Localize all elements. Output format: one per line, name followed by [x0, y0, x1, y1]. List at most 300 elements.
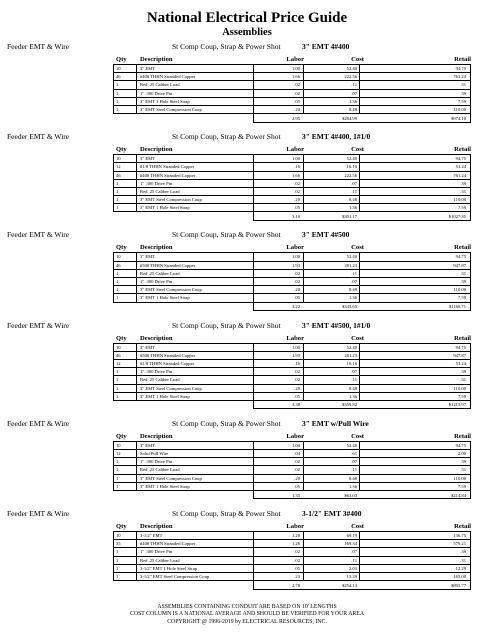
cell-divider	[113, 180, 114, 187]
cell-divider	[359, 204, 360, 211]
cell-divider	[303, 344, 304, 351]
cell-divider	[253, 540, 254, 547]
cell-retail: 761.24	[453, 172, 466, 178]
cell-divider	[359, 573, 360, 580]
cell-description: 3" EMT	[140, 254, 156, 260]
table-row	[113, 65, 471, 73]
cell-divider	[113, 163, 114, 170]
cell-divider	[470, 163, 471, 170]
cell-description: 3" EMT	[140, 442, 156, 448]
table-row	[113, 294, 471, 302]
totals-box	[253, 212, 471, 220]
cell-divider	[136, 180, 137, 187]
cell-divider	[136, 196, 137, 203]
section-name: 3" EMT 4#500, 1#1/0	[302, 320, 371, 330]
cell-cost: 8.48	[348, 287, 357, 293]
totals-row	[113, 581, 471, 589]
column-header-qty: Qty	[116, 334, 127, 342]
cell-divider	[136, 573, 137, 580]
cell-divider	[359, 458, 360, 465]
cell-qty: 1	[116, 295, 119, 301]
column-headers	[0, 53, 494, 64]
cell-labor: .16	[294, 164, 300, 170]
page-title: National Electrical Price Guide	[146, 10, 348, 26]
cell-divider	[136, 155, 137, 162]
table-row	[113, 565, 471, 573]
totals-box	[253, 581, 471, 589]
cell-divider	[470, 278, 471, 285]
cell-divider	[113, 360, 114, 367]
cell-divider	[113, 393, 114, 400]
cell-qty: 1	[116, 270, 119, 276]
cell-divider	[113, 188, 114, 195]
cell-divider	[113, 475, 114, 482]
cell-divider	[470, 106, 471, 113]
cell-divider	[470, 344, 471, 351]
cell-divider	[113, 352, 114, 359]
cell-divider	[359, 90, 360, 97]
cell-divider	[303, 188, 304, 195]
cell-divider	[359, 73, 360, 80]
totals-row	[113, 114, 471, 122]
cell-divider	[253, 270, 254, 277]
cell-retail: 110.00	[453, 197, 466, 203]
cell-labor: .04	[294, 451, 300, 457]
cell-divider	[303, 163, 304, 170]
section-category: Feeder EMT & Wire	[7, 418, 70, 428]
table-row	[113, 286, 471, 294]
total-retail: $1160.71	[448, 304, 466, 310]
cell-divider	[470, 442, 471, 449]
cell-divider	[359, 532, 360, 539]
cell-divider	[136, 262, 137, 269]
cell-divider	[303, 286, 304, 293]
cell-divider	[470, 532, 471, 539]
cell-divider	[113, 385, 114, 392]
assembly-section	[0, 40, 494, 122]
table-row	[113, 458, 471, 466]
cell-divider	[470, 376, 471, 383]
column-header-retail: Retail	[454, 432, 471, 440]
total-cost: $359.82	[342, 402, 357, 408]
footer-notes	[0, 604, 494, 626]
cell-retail: .31	[460, 377, 466, 383]
cell-divider	[303, 376, 304, 383]
cell-qty: 1	[116, 279, 119, 284]
cell-divider	[113, 344, 114, 351]
table-row	[113, 360, 471, 368]
cell-description: #1/0 THHN Stranded Copper	[140, 360, 195, 366]
cell-description: 3" EMT Steel Compression Coup	[140, 106, 202, 112]
cell-divider	[136, 475, 137, 482]
section-category: Feeder EMT & Wire	[7, 132, 70, 142]
cell-qty: 1	[116, 377, 119, 383]
cell-divider	[136, 557, 137, 564]
cell-description: 3" EMT	[140, 344, 156, 350]
cell-description: 1" .300 Drive Pin	[140, 90, 173, 96]
assembly-section	[0, 228, 494, 310]
cell-divider	[359, 180, 360, 187]
cell-divider	[113, 204, 114, 211]
section-header	[0, 319, 494, 332]
items-table	[113, 441, 471, 499]
cell-cost: 222.56	[344, 74, 357, 80]
cell-labor: 1.20	[291, 533, 300, 538]
items-table	[113, 64, 471, 122]
cell-divider	[253, 573, 254, 580]
cell-description: 3" EMT Steel Compression Coup	[140, 197, 202, 203]
cell-divider	[253, 294, 254, 301]
cell-divider	[253, 532, 254, 539]
table-row	[113, 385, 471, 393]
cell-divider	[470, 180, 471, 187]
cell-divider	[113, 294, 114, 301]
cell-description: Solid Pull Wire	[140, 451, 169, 457]
column-headers	[0, 241, 494, 252]
total-retail: $214.84	[451, 492, 466, 498]
cell-description: Red .25 Caliber Load	[140, 377, 180, 383]
cell-divider	[303, 360, 304, 367]
cell-divider	[303, 565, 304, 572]
cell-divider	[136, 81, 137, 88]
cell-divider	[303, 204, 304, 211]
cell-divider	[359, 548, 360, 555]
cell-cost: 52.40	[346, 442, 357, 448]
cell-divider	[253, 483, 254, 490]
cell-qty: 1	[116, 573, 119, 579]
cell-retail: 12.29	[455, 565, 466, 571]
cell-divider	[470, 286, 471, 293]
cell-description: Red .25 Caliber Load	[140, 557, 180, 563]
section-name: 3" EMT 4#400, 1#1/0	[302, 132, 371, 142]
cell-divider	[470, 475, 471, 482]
cell-divider	[253, 65, 254, 72]
cell-labor: 1.00	[291, 344, 300, 350]
cell-divider	[113, 90, 114, 97]
cell-divider	[303, 270, 304, 277]
cell-retail: 110.00	[453, 287, 466, 293]
cell-divider	[303, 172, 304, 179]
cell-description: 1" .300 Drive Pin	[140, 369, 173, 375]
cell-labor: 1.66	[291, 172, 300, 178]
cell-description: 3" EMT Steel Compression Coup	[140, 385, 202, 391]
cell-divider	[136, 368, 137, 375]
column-header-qty: Qty	[116, 244, 127, 252]
cell-divider	[359, 385, 360, 392]
section-category: Feeder EMT & Wire	[7, 42, 70, 51]
cell-divider	[470, 385, 471, 392]
cell-divider	[253, 155, 254, 162]
cell-divider	[113, 98, 114, 105]
section-name: 3" EMT 4#400	[302, 42, 350, 51]
table-row	[113, 204, 471, 212]
cell-divider	[359, 368, 360, 375]
cell-labor: .02	[294, 459, 300, 465]
cell-divider	[359, 81, 360, 88]
cell-divider	[253, 163, 254, 170]
cell-divider	[253, 360, 254, 367]
cell-qty: 46	[116, 262, 121, 268]
cell-cost: 52.40	[346, 156, 357, 162]
cell-divider	[253, 253, 254, 260]
cell-divider	[359, 393, 360, 400]
cell-cost: 52.40	[346, 66, 357, 71]
cell-divider	[253, 548, 254, 555]
section-header	[0, 228, 494, 241]
cell-labor: .16	[294, 360, 300, 366]
cell-cost: .07	[351, 180, 357, 186]
cell-retail: 947.87	[453, 352, 466, 358]
cell-description: 3" EMT	[140, 66, 156, 71]
cell-divider	[253, 204, 254, 211]
cell-cost: .07	[351, 279, 357, 284]
section-header	[0, 40, 494, 53]
table-row	[113, 393, 471, 401]
total-labor: 2.78	[291, 582, 300, 588]
cell-qty: 1	[116, 549, 119, 555]
cell-retail: 110.00	[453, 106, 466, 112]
cell-divider	[359, 286, 360, 293]
cell-qty: 10	[116, 442, 121, 448]
totals-row	[113, 401, 471, 409]
total-labor: 3.22	[291, 304, 300, 310]
cell-qty: 1	[116, 385, 119, 391]
cell-divider	[113, 155, 114, 162]
cell-divider	[253, 565, 254, 572]
cell-divider	[253, 196, 254, 203]
table-row	[113, 81, 471, 89]
cell-qty: 10	[116, 344, 121, 350]
cell-labor: 1.26	[291, 541, 300, 547]
cell-divider	[359, 442, 360, 449]
cell-cost: .61	[351, 451, 357, 457]
cell-qty: 10	[116, 156, 121, 162]
cell-divider	[359, 253, 360, 260]
cell-description: #500 THHN Stranded Copper	[140, 352, 196, 358]
cell-cost: 52.40	[346, 344, 357, 350]
cell-divider	[303, 73, 304, 80]
section-header	[0, 507, 494, 520]
cell-divider	[253, 352, 254, 359]
cell-divider	[359, 155, 360, 162]
cell-divider	[253, 180, 254, 187]
cell-description: 1" .300 Drive Pin	[140, 180, 173, 186]
cell-divider	[303, 98, 304, 105]
cell-divider	[253, 393, 254, 400]
cell-divider	[136, 204, 137, 211]
cell-qty: 1	[116, 205, 119, 211]
column-header-retail: Retail	[454, 523, 471, 530]
cell-divider	[359, 483, 360, 490]
cell-qty: 10	[116, 254, 121, 260]
cell-divider	[359, 450, 360, 457]
cell-labor: .05	[294, 393, 300, 399]
cell-cost: .07	[351, 549, 357, 555]
column-header-description: Description	[140, 244, 173, 252]
column-header-labor: Labor	[286, 432, 304, 440]
cell-cost: .07	[351, 90, 357, 96]
cell-cost: 169.34	[344, 541, 357, 547]
cell-cost: .07	[351, 459, 357, 465]
cell-divider	[136, 450, 137, 457]
cell-qty: 1	[116, 393, 119, 399]
cell-retail: .39	[460, 180, 466, 186]
cell-divider	[303, 557, 304, 564]
cell-cost: .11	[351, 377, 357, 383]
table-row	[113, 548, 471, 556]
cell-divider	[113, 565, 114, 572]
totals-box	[253, 303, 471, 311]
cell-divider	[470, 188, 471, 195]
cell-divider	[359, 360, 360, 367]
total-labor: 3.38	[291, 402, 300, 408]
cell-divider	[359, 540, 360, 547]
cell-cost: 69.19	[346, 533, 357, 538]
items-table	[113, 343, 471, 409]
cell-retail: 7.59	[457, 295, 466, 301]
column-header-qty: Qty	[116, 146, 127, 154]
cell-retail: .31	[460, 188, 466, 194]
totals-row	[113, 491, 471, 499]
cell-divider	[470, 253, 471, 260]
cell-qty: 12	[116, 451, 121, 457]
column-header-labor: Labor	[286, 523, 304, 530]
cell-retail: 53.24	[455, 164, 466, 170]
cell-divider	[136, 376, 137, 383]
cell-cost: 1.36	[348, 295, 357, 301]
cell-divider	[113, 172, 114, 179]
cell-divider	[359, 294, 360, 301]
cell-divider	[253, 466, 254, 473]
cell-qty: 1	[116, 459, 119, 465]
cell-qty: 46	[116, 74, 121, 80]
table-row	[113, 368, 471, 376]
table-row	[113, 344, 471, 352]
cell-divider	[136, 270, 137, 277]
cell-cost: 2.03	[348, 565, 357, 571]
cell-retail: 7.59	[457, 483, 466, 489]
cell-divider	[303, 483, 304, 490]
cell-divider	[303, 196, 304, 203]
cell-divider	[253, 98, 254, 105]
cell-divider	[359, 344, 360, 351]
cell-description: 3" EMT Steel Compression Coup	[140, 475, 202, 481]
cell-qty: 1	[116, 467, 119, 473]
cell-labor: .05	[294, 205, 300, 211]
section-type: St Comp Coup, Strap & Power Shot	[172, 42, 281, 51]
table-row	[113, 540, 471, 548]
cell-divider	[113, 532, 114, 539]
column-headers	[0, 520, 494, 531]
cell-divider	[136, 565, 137, 572]
cell-divider	[470, 73, 471, 80]
cell-divider	[253, 90, 254, 97]
cell-qty: 10	[116, 66, 121, 71]
cell-divider	[136, 253, 137, 260]
cell-divider	[113, 442, 114, 449]
cell-divider	[136, 294, 137, 301]
cell-qty: 12	[116, 164, 121, 170]
cell-description: 1" .300 Drive Pin	[140, 279, 173, 284]
cell-labor: .20	[294, 385, 300, 391]
cell-divider	[113, 286, 114, 293]
cell-labor: .02	[294, 180, 300, 186]
cell-labor: 1.00	[291, 442, 300, 448]
section-category: Feeder EMT & Wire	[7, 230, 70, 240]
cell-divider	[359, 270, 360, 277]
cell-divider	[253, 172, 254, 179]
cell-divider	[136, 90, 137, 97]
cell-divider	[470, 368, 471, 375]
cell-divider	[113, 376, 114, 383]
cell-divider	[303, 253, 304, 260]
footer-line-2: COST COLUMN IS A NATIONAL AVERAGE AND SHOULD BE VERIFIED FOR YOUR AREA	[129, 611, 365, 618]
cell-divider	[253, 73, 254, 80]
table-row	[113, 573, 471, 581]
cell-labor: .23	[294, 573, 300, 579]
table-row	[113, 450, 471, 458]
table-row	[113, 270, 471, 278]
cell-divider	[253, 286, 254, 293]
cell-divider	[136, 172, 137, 179]
cell-divider	[303, 81, 304, 88]
cell-divider	[470, 565, 471, 572]
column-header-qty: Qty	[116, 523, 127, 530]
cell-description: Red .25 Caliber Load	[140, 82, 180, 88]
cell-labor: 1.00	[291, 254, 300, 260]
table-row	[113, 163, 471, 171]
cell-divider	[303, 90, 304, 97]
cell-description: #400 THHN Stranded Copper	[140, 172, 196, 178]
cell-retail: .39	[460, 90, 466, 96]
table-row	[113, 180, 471, 188]
cell-divider	[303, 262, 304, 269]
cell-labor: .05	[294, 295, 300, 301]
cell-divider	[253, 188, 254, 195]
table-row	[113, 262, 471, 270]
cell-cost: 8.48	[348, 475, 357, 481]
table-row	[113, 98, 471, 106]
cell-description: 3-1/2" EMT	[140, 533, 163, 538]
cell-divider	[253, 278, 254, 285]
cell-divider	[303, 532, 304, 539]
total-retail: $1213.97	[448, 402, 466, 408]
cell-cost: 281.23	[344, 262, 357, 268]
cell-divider	[303, 393, 304, 400]
cell-divider	[113, 548, 114, 555]
cell-labor: .02	[294, 188, 300, 194]
cell-labor: .02	[294, 279, 300, 284]
cell-cost: 8.48	[348, 385, 357, 391]
cell-retail: 7.59	[457, 98, 466, 104]
cell-cost: 1.36	[348, 393, 357, 399]
cell-retail: .39	[460, 549, 466, 555]
cell-divider	[359, 98, 360, 105]
items-table	[113, 252, 471, 310]
cell-qty: 1	[116, 106, 119, 112]
cell-divider	[303, 180, 304, 187]
cell-divider	[470, 196, 471, 203]
total-labor: 2.95	[291, 115, 300, 121]
column-header-cost: Cost	[351, 334, 364, 342]
cell-divider	[253, 557, 254, 564]
cell-labor: .02	[294, 377, 300, 383]
cell-divider	[136, 352, 137, 359]
cell-divider	[470, 557, 471, 564]
cell-description: 3-1/2" EMT Steel Compression Coup	[140, 573, 210, 579]
cell-labor: .02	[294, 467, 300, 473]
cell-divider	[136, 344, 137, 351]
